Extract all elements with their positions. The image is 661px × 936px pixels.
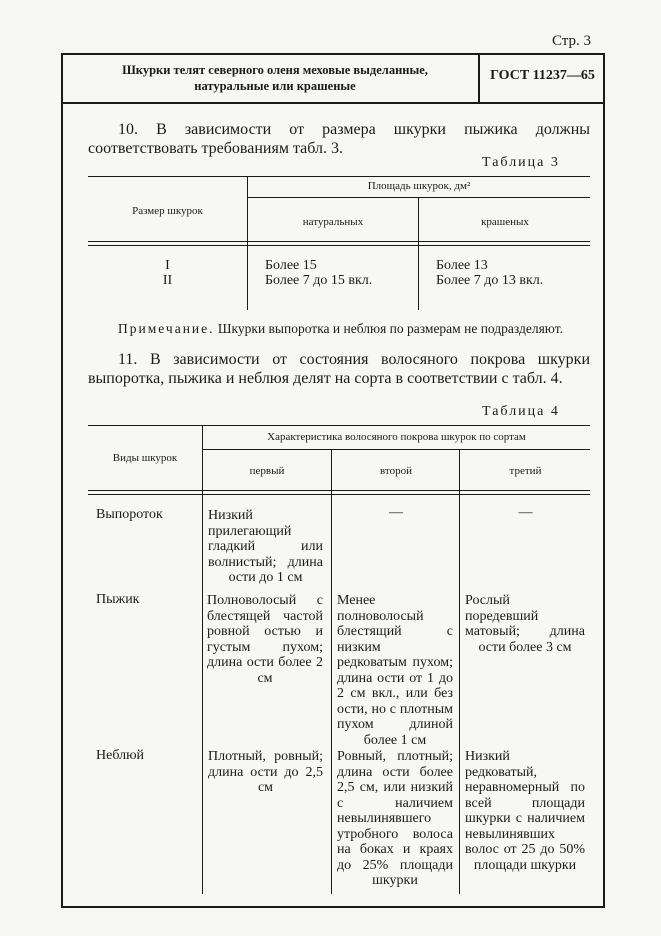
table-4-type-vyporotok: Выпороток [96,507,163,522]
table-4-header-third: третий [509,465,542,477]
table-4-header-second: второй [380,465,412,477]
page-number: Стр. 3 [552,33,592,49]
table-3-top-rule [88,176,590,177]
standard-number: ГОСТ 11237—65 [490,68,595,83]
table-4-vyporotok-first: Низкий прилегающий гладкий или волнистый; длина ости до 1 см [208,508,323,585]
table-4-pyzhik-second: Менее полноволосый блестящий с низким редковатым пухом; длина ости от 1 до 2 см вкл., или без ости, но с плотным пухом длиной более 1 см [337,593,453,748]
table-4-nebluy-first: Плотный, ровный; длина ости до 2,5 см [208,749,323,795]
table-3-note: Примечание. Шкурки выпоротка и неблюя по размерам не подразделяют. [118,321,563,336]
table-3-caption: Таблица 3 [482,155,560,170]
table-3-natural-1: Более 15 [265,258,317,273]
section-11-text: 11. В зависимости от состояния волосяного покрова шкурки выпоротка, пыжика и неблюя делят на сорта в соответствии с табл. 4. [88,351,590,387]
table-3-size-1: I [165,258,170,273]
table-4-caption: Таблица 4 [482,404,560,419]
table-3-dyed-2: Более 7 до 13 вкл. [436,273,544,288]
section-10-text: 10. В зависимости от размера шкурки пыжика должны соответствовать требованиям табл. 3. [88,121,590,157]
table-4-nebluy-second: Ровный, плотный; длина ости более 2,5 см, или низкий с наличием невылинявшего утробного волоса на боках и краях до 25% площади шкурки [337,749,453,888]
table-3-header-dyed: крашеных [481,216,529,228]
table-4-vyporotok-second: — [389,505,403,520]
table-4-type-nebluy: Неблюй [96,748,145,763]
table-4-nebluy-third: Низкий редковатый, неравномерный по всей площади шкурки с наличием невылинявших волос от 25 до 50% площади шкурки [465,749,585,873]
table-4-pyzhik-third: Рослый поредевший матовый; длина ости более 3 см [465,593,585,655]
table-4-header-rule [88,490,590,495]
table-3-natural-2: Более 7 до 15 вкл. [265,273,373,288]
table-3-col-divider-2 [418,197,419,310]
table-3-header-natural: натуральных [302,216,364,228]
table-4-col-divider-2 [331,449,332,894]
table-4-col-divider-1 [202,425,203,894]
table-3-dyed-1: Более 13 [436,258,488,273]
table-4-header-characteristic: Характеристика волосяного покрова шкурок по сортам [267,431,526,443]
table-3-header-rule [88,241,590,246]
table-4-sub-rule [203,449,590,450]
table-4-pyzhik-first: Полноволосый с блестящей частой ровной остью и густым пухом; длина ости более 2 см [207,593,323,686]
table-3-header-area: Площадь шкурок, дм² [367,180,471,192]
table-3-header-size: Размер шкурок [132,205,203,217]
table-4-col-divider-3 [459,449,460,894]
table-4-vyporotok-third: — [518,505,533,520]
table-4-type-pyzhik: Пыжик [96,592,140,607]
table-4-top-rule [88,425,590,426]
header-divider [61,102,605,104]
table-3-sub-rule [248,197,590,198]
table-4-header-first: первый [249,465,285,477]
table-4-header-type: Виды шкурок [112,452,178,464]
document-title: Шкурки телят северного оленя меховые выделанные, натуральные или крашеные [122,63,428,93]
table-3-size-2: II [162,273,173,288]
